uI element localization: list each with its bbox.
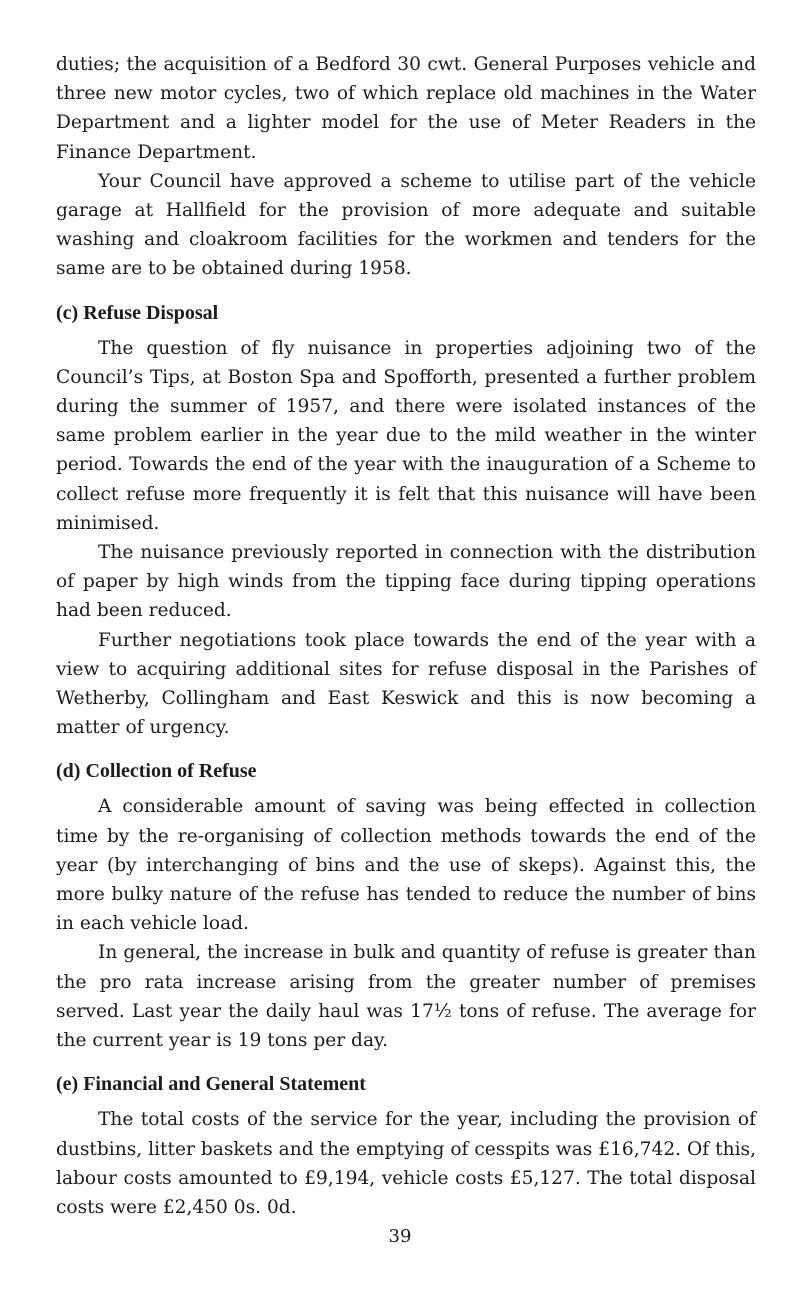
section-heading-financial-statement: (e) Financial and General Statement (56, 1073, 366, 1096)
section-heading-refuse-disposal: (c) Refuse Disposal (56, 301, 219, 324)
page-number: 39 (388, 1226, 412, 1247)
document-page (56, 50, 756, 1222)
collection-paragraph-increase: In general, the increase in bulk and quantity of refuse is greater than the pro rata increase arising from the greater number of premises served. Last year the daily haul was 17½ tons of refuse. The average for the current year is 19 tons per day. (56, 942, 756, 1052)
refuse-disposal-paragraph-paper: The nuisance previously reported in connection with the distribution of paper by high winds from the tipping face during tipping operations had been reduced. (56, 542, 756, 622)
intro-paragraph-vehicles: duties; the acquisition of a Bedford 30 cwt. General Purposes vehicle and three new motor cycles, two of which replace old machines in the Water Department and a lighter model for the use of Meter Readers in the Finance Department. (56, 54, 756, 163)
section-heading-collection-of-refuse: (d) Collection of Refuse (56, 760, 257, 783)
financial-paragraph-costs: The total costs of the service for the year, including the provision of dustbins, litter baskets and the emptying of cesspits was £16,742. Of this, labour costs amounted to £9,194, vehicle costs £5,127. The total disposal costs were £2,450 0s. 0d. (56, 1109, 756, 1218)
collection-paragraph-saving: A considerable amount of saving was being effected in collection time by the re-organising of collection methods towards the end of the year (by interchanging of bins and the use of skeps). Against this, the more bulky nature of the refuse has tended to reduce the number of bins in each vehicle load. (56, 796, 756, 935)
refuse-disposal-paragraph-sites: Further negotiations took place towards the end of the year with a view to acquiring additional sites for refuse disposal in the Parishes of Wetherby, Collingham and East Keswick and this is now becoming a matter of urgency. (56, 629, 756, 739)
intro-paragraph-garage: Your Council have approved a scheme to utilise part of the vehicle garage at Hallfield for the provision of more adequate and suitable washing and cloakroom facilities for the workmen and tenders for the same are to be obtained during 1958. (56, 170, 756, 280)
refuse-disposal-paragraph-fly-nuisance: The question of fly nuisance in properties adjoining two of the Council’s Tips, at Boston Spa and Spofforth, presented a further problem during the summer of 1957, and there were isolated instances of the same problem earlier in the year due to the mild weather in the winter period. Towards the end of the year with the inauguration of a Scheme to collect refuse more frequently it is felt that this nuisance will have been minimised. (56, 337, 756, 534)
